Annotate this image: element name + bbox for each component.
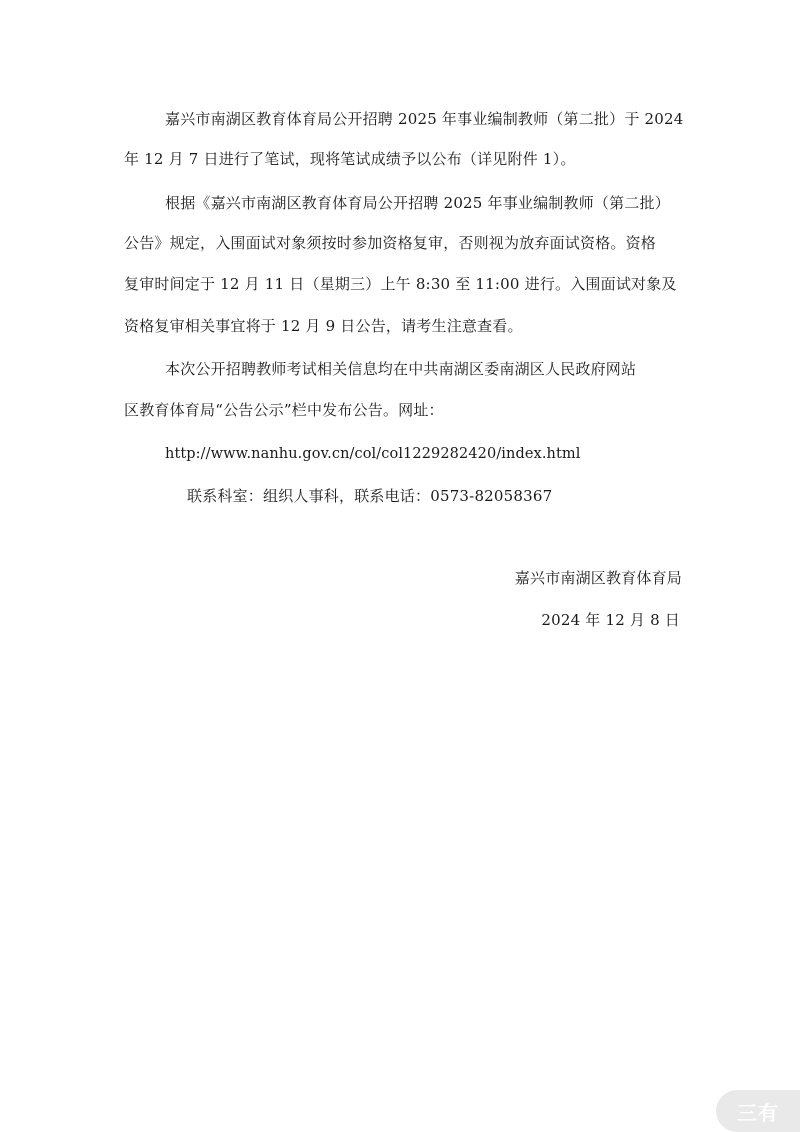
issue-date: 2024 年 12 月 8 日: [541, 611, 680, 629]
paragraph-3-line-2: 区教育体育局“公告公示”栏中发布公告。网址：: [124, 401, 444, 419]
contact-info: 联系科室：组织人事科，联系电话：0573-82058367: [187, 487, 553, 505]
paragraph-1-line-2: 年 12 月 7 日进行了笔试，现将笔试成绩予以公布（详见附件 1）。: [124, 150, 576, 168]
watermark-text: 三有: [737, 1100, 779, 1125]
paragraph-1-line-1: 嘉兴市南湖区教育体育局公开招聘 2025 年事业编制教师（第二批）于 2024: [165, 110, 684, 128]
paragraph-2-line-1: 根据《嘉兴市南湖区教育体育局公开招聘 2025 年事业编制教师（第二批）: [165, 194, 670, 212]
app-watermark-badge: [716, 1090, 800, 1132]
paragraph-2-line-4: 资格复审相关事宜将于 12 月 9 日公告，请考生注意查看。: [124, 317, 523, 335]
paragraph-2-line-3: 复审时间定于 12 月 11 日（星期三）上午 8:30 至 11:00 进行。入围面试对象及: [124, 275, 677, 293]
paragraph-3-line-1: 本次公开招聘教师考试相关信息均在中共南湖区委南湖区人民政府网站: [165, 360, 637, 378]
announcement-url-link[interactable]: http://www.nanhu.gov.cn/col/col1229282420/index.html: [165, 446, 581, 462]
issuer-name: 嘉兴市南湖区教育体育局: [514, 569, 682, 587]
paragraph-2-line-2: 公告》规定，入围面试对象须按时参加资格复审，否则视为放弃面试资格。资格: [124, 234, 657, 252]
